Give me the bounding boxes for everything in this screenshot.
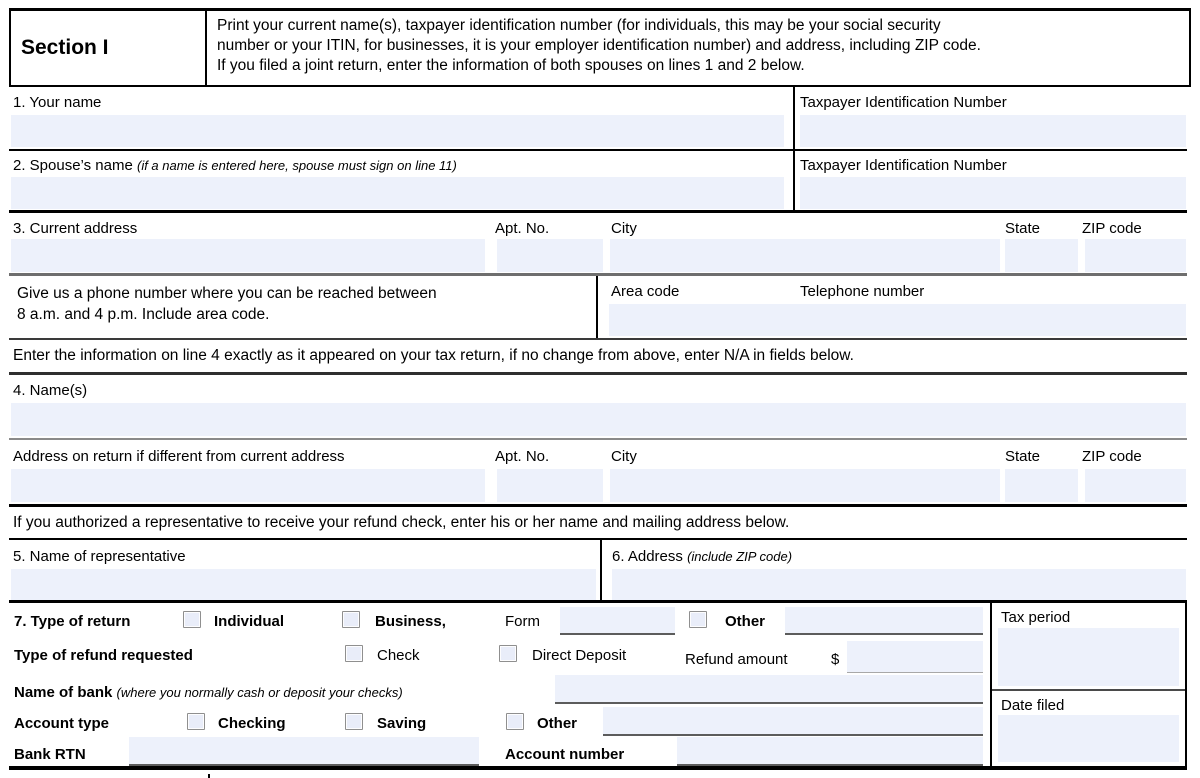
phone-prompt [17, 283, 437, 325]
tin-column-divider-2 [793, 151, 795, 210]
line3-label: 3. Current address [13, 220, 138, 237]
phone-row [9, 276, 1187, 340]
section-instructions-line3: If you filed a joint return, enter the information of both spouses on lines 1 and 2 below. [217, 57, 805, 74]
line2-tin-field[interactable] [800, 177, 1186, 209]
line7-row [9, 603, 1187, 770]
section-instructions-line1: Print your current name(s), taxpayer identification number (for individuals, this may be your social security [217, 17, 941, 34]
account-other-field[interactable] [603, 707, 983, 736]
bank-note: (where you normally cash or deposit your checks) [116, 685, 403, 700]
check-label: Check [377, 647, 420, 664]
line4-instruction: Enter the information on line 4 exactly as it appeared on your tax return, if no change from above, enter N/A in fields below. [13, 347, 854, 364]
return-state-label: State [1005, 448, 1041, 465]
representative-instruction-row [9, 507, 1187, 540]
tax-period-date-filed-box [990, 603, 1187, 766]
bank-rtn-field[interactable] [129, 737, 479, 766]
account-number-label: Account number [505, 746, 625, 763]
telephone-field[interactable] [800, 304, 1186, 336]
area-code-label: Area code [611, 283, 680, 300]
line3-state-field[interactable] [1005, 239, 1078, 272]
return-apt-label: Apt. No. [495, 448, 550, 465]
line3-apt-label: Apt. No. [495, 220, 550, 237]
phone-prompt-line1: Give us a phone number where you can be reached between [17, 285, 437, 302]
line6-label-group [612, 548, 792, 566]
bank-label-group [14, 684, 403, 702]
individual-checkbox[interactable] [183, 611, 201, 628]
line5-line6-row [9, 540, 1187, 603]
section-title-cell [11, 11, 207, 85]
phone-prompt-line2: 8 a.m. and 4 p.m. Include area code. [17, 306, 270, 323]
line2-note: (if a name is entered here, spouse must sign on line 11) [136, 158, 457, 173]
line3-row [9, 213, 1187, 276]
account-other-checkbox[interactable] [506, 713, 524, 730]
representative-instruction: If you authorized a representative to receive your refund check, enter his or her name and mailing address below. [13, 514, 790, 531]
line1-tin-label: Taxpayer Identification Number [800, 94, 1007, 111]
dollar-sign: $ [831, 651, 840, 668]
refund-amount-label: Refund amount [685, 651, 788, 668]
line3-address-field[interactable] [11, 239, 485, 272]
line6-address-field[interactable] [612, 569, 1186, 600]
refund-amount-field[interactable] [847, 641, 983, 673]
section-title: Section I [21, 36, 109, 59]
section-header [9, 8, 1191, 87]
area-code-field[interactable] [609, 304, 802, 336]
line1-tin-field[interactable] [800, 115, 1186, 147]
next-row-divider-peek [208, 774, 210, 778]
rep-column-divider [600, 540, 602, 600]
tax-period-field[interactable] [998, 628, 1179, 686]
address-on-return-row [9, 440, 1187, 507]
return-state-field[interactable] [1005, 469, 1078, 502]
line2-name-field[interactable] [11, 177, 784, 209]
individual-label: Individual [214, 613, 285, 630]
tax-period-label: Tax period [1001, 609, 1071, 626]
direct-deposit-label: Direct Deposit [532, 647, 627, 664]
line1-name-field[interactable] [11, 115, 784, 147]
account-number-field[interactable] [677, 737, 983, 766]
return-zip-label: ZIP code [1082, 448, 1142, 465]
account-type-label: Account type [14, 715, 110, 732]
return-apt-field[interactable] [497, 469, 603, 502]
line2-label-group [13, 157, 457, 175]
section-instructions [207, 11, 1189, 85]
other-return-checkbox[interactable] [689, 611, 707, 628]
line3-zip-field[interactable] [1085, 239, 1186, 272]
return-address-field[interactable] [11, 469, 485, 502]
line3-city-label: City [611, 220, 637, 237]
return-zip-field[interactable] [1085, 469, 1186, 502]
line4-names-field[interactable] [11, 403, 1186, 436]
line7-label: 7. Type of return [14, 613, 131, 630]
phone-prompt-box [9, 276, 598, 338]
return-city-label: City [611, 448, 637, 465]
line3-apt-field[interactable] [497, 239, 603, 272]
line1-label: 1. Your name [13, 94, 102, 111]
line2-row [9, 151, 1187, 213]
line4-instruction-row [9, 340, 1187, 375]
saving-label: Saving [377, 715, 427, 732]
bank-rtn-label: Bank RTN [14, 746, 86, 763]
checking-label: Checking [218, 715, 286, 732]
return-city-field[interactable] [610, 469, 1000, 502]
saving-checkbox[interactable] [345, 713, 363, 730]
line5-label: 5. Name of representative [13, 548, 186, 565]
section-instructions-line2: number or your ITIN, for businesses, it is your employer identification number) and address, including ZIP code. [217, 37, 981, 54]
line2-label: 2. Spouse’s name [13, 157, 133, 174]
date-filed-field[interactable] [998, 715, 1179, 762]
line4-row [9, 375, 1187, 440]
account-other-label: Other [537, 715, 578, 732]
bank-name-field[interactable] [555, 675, 983, 704]
other-return-field[interactable] [785, 607, 983, 635]
bank-label: Name of bank [14, 684, 113, 701]
line1-row [9, 87, 1187, 151]
line6-label: 6. Address [612, 548, 683, 565]
direct-deposit-checkbox[interactable] [499, 645, 517, 662]
line4-label: 4. Name(s) [13, 382, 88, 399]
checking-checkbox[interactable] [187, 713, 205, 730]
line2-tin-label: Taxpayer Identification Number [800, 157, 1007, 174]
other-return-label: Other [725, 613, 766, 630]
line6-note: (include ZIP code) [687, 549, 793, 564]
tax-period-date-divider [992, 689, 1185, 691]
telephone-label: Telephone number [800, 283, 925, 300]
line3-zip-label: ZIP code [1082, 220, 1142, 237]
check-checkbox[interactable] [345, 645, 363, 662]
date-filed-label: Date filed [1001, 697, 1065, 714]
refund-type-label: Type of refund requested [14, 647, 193, 664]
business-label: Business, [375, 613, 446, 630]
line3-city-field[interactable] [610, 239, 1000, 272]
form-number-field[interactable] [560, 607, 675, 635]
tin-column-divider-1 [793, 87, 795, 149]
line3-state-label: State [1005, 220, 1041, 237]
line5-representative-field[interactable] [11, 569, 596, 600]
section-1-form [9, 8, 1187, 770]
form-number-label: Form [505, 613, 540, 630]
business-checkbox[interactable] [342, 611, 360, 628]
address-on-return-label: Address on return if different from current address [13, 448, 345, 465]
